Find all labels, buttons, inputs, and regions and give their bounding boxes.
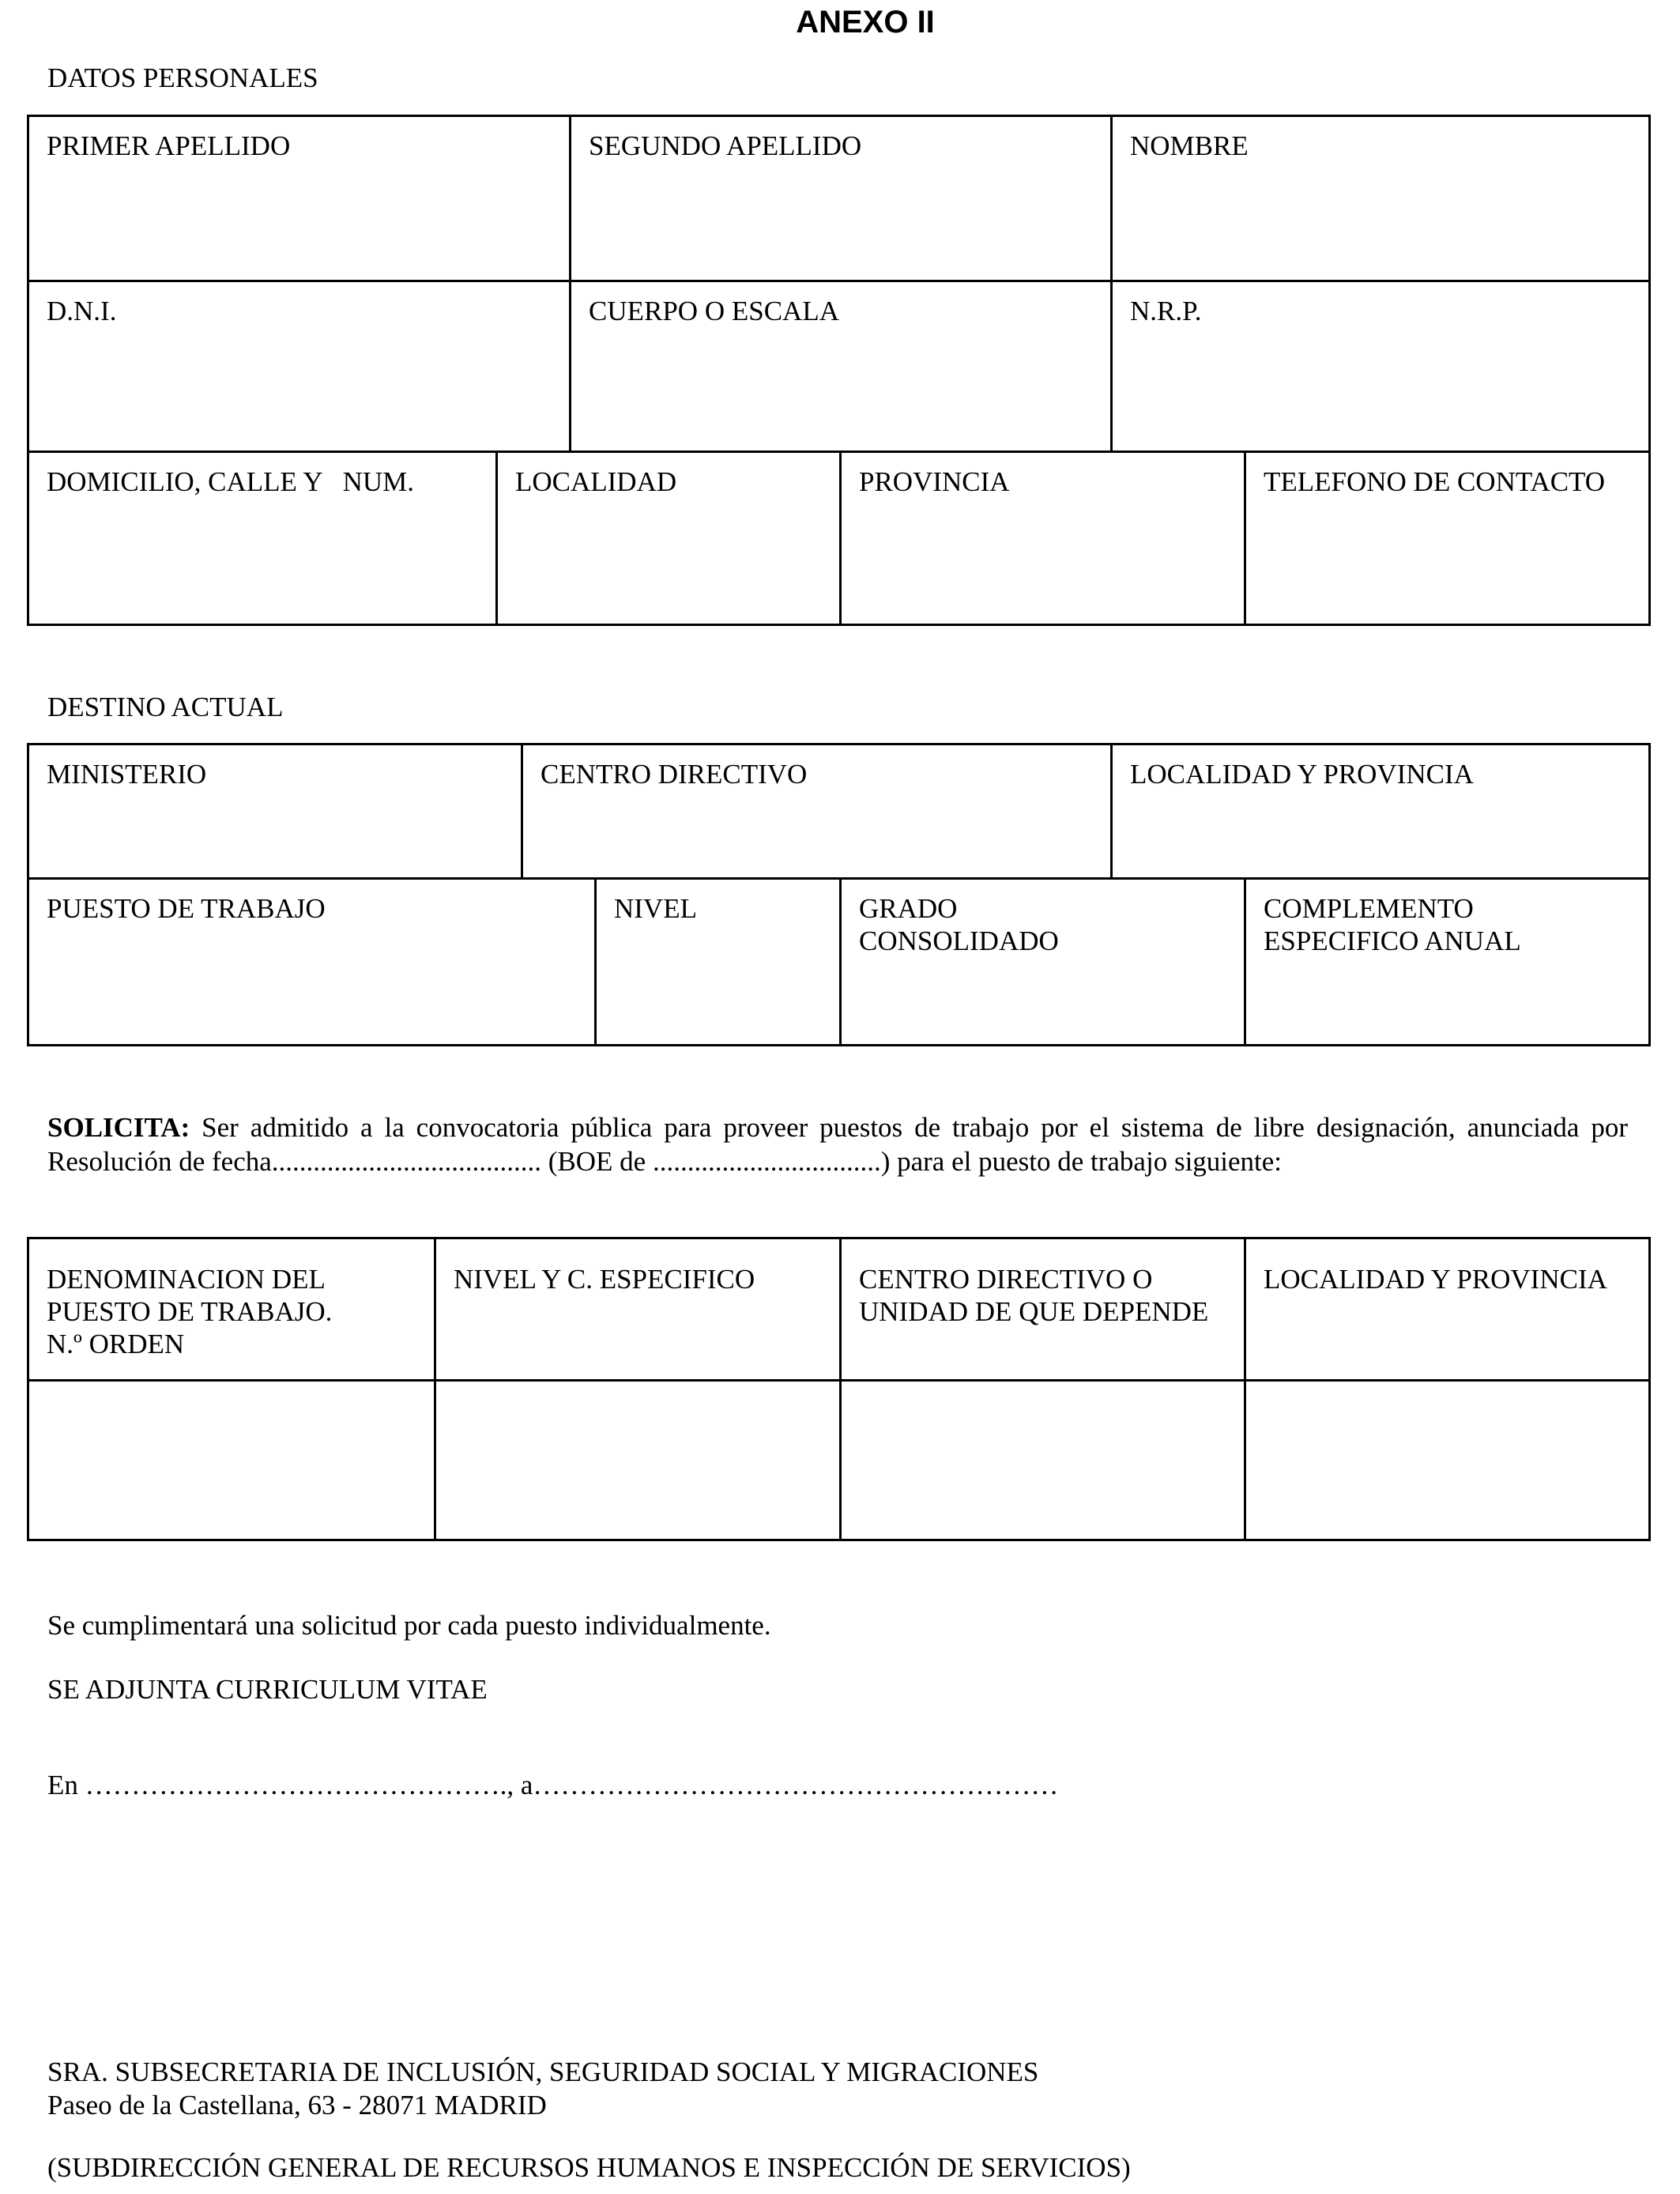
field-label: PROVINCIA <box>859 466 1010 497</box>
field-label: TELEFONO DE CONTACTO <box>1264 466 1606 497</box>
field-label-line: GRADO <box>859 893 958 924</box>
field-label: SEGUNDO APELLIDO <box>589 130 862 161</box>
field-localidad[interactable] <box>495 450 842 626</box>
field-label-line: DENOMINACION DEL <box>47 1264 326 1295</box>
input-centro-directivo[interactable] <box>839 1379 1246 1541</box>
field-label: NIVEL Y C. ESPECIFICO <box>454 1264 755 1295</box>
field-label: N.R.P. <box>1130 296 1202 326</box>
field-label: CENTRO DIRECTIVO <box>541 759 808 790</box>
recipient-line-1: SRA. SUBSECRETARIA DE INCLUSIÓN, SEGURIDAD SOCIAL Y MIGRACIONES <box>47 2056 1039 2087</box>
input-denominacion[interactable] <box>27 1379 436 1541</box>
field-primer-apellido[interactable] <box>27 115 571 282</box>
field-nombre[interactable] <box>1110 115 1651 282</box>
field-nrp[interactable] <box>1110 280 1651 453</box>
field-cuerpo-escala[interactable] <box>569 280 1113 453</box>
field-label <box>47 1263 332 1360</box>
header-denominacion <box>27 1237 436 1382</box>
field-label-line: CONSOLIDADO <box>859 925 1059 956</box>
field-complemento-especifico[interactable] <box>1244 877 1651 1046</box>
adjunta-text: SE ADJUNTA CURRICULUM VITAE <box>47 1674 488 1705</box>
field-label: DOMICILIO, CALLE Y NUM. <box>47 466 414 497</box>
solicita-text: Ser admitido a la convocatoria pública para proveer puestos de trabajo por el sistema de libre designación, anunciada por Resolución de fecha....................................... (BOE de .................................) para el puesto de trabajo siguiente: <box>47 1112 1628 1177</box>
field-nivel[interactable] <box>594 877 842 1046</box>
solicita-label: SOLICITA: <box>47 1112 190 1143</box>
input-localidad-provincia[interactable] <box>1244 1379 1651 1541</box>
field-centro-directivo[interactable] <box>521 743 1113 880</box>
page-title: ANEXO II <box>796 5 935 40</box>
header-nivel-especifico <box>434 1237 842 1382</box>
field-label: PUESTO DE TRABAJO <box>47 893 326 924</box>
field-label-line: ESPECIFICO ANUAL <box>1264 925 1521 956</box>
input-nivel-especifico[interactable] <box>434 1379 842 1541</box>
section-heading-destino: DESTINO ACTUAL <box>47 692 284 722</box>
field-label: LOCALIDAD <box>515 466 677 497</box>
recipient-department: (SUBDIRECCIÓN GENERAL DE RECURSOS HUMANOS E INSPECCIÓN DE SERVICIOS) <box>47 2152 1131 2183</box>
field-label <box>859 1263 1208 1328</box>
field-dni[interactable] <box>27 280 571 453</box>
field-provincia[interactable] <box>839 450 1246 626</box>
field-label: MINISTERIO <box>47 759 207 790</box>
field-label: CUERPO O ESCALA <box>589 296 839 326</box>
field-grado-consolidado[interactable] <box>839 877 1246 1046</box>
field-label: LOCALIDAD Y PROVINCIA <box>1264 1264 1607 1295</box>
recipient-address: Paseo de la Castellana, 63 - 28071 MADRID <box>47 2090 547 2120</box>
solicita-paragraph <box>47 1110 1628 1178</box>
field-label: LOCALIDAD Y PROVINCIA <box>1130 759 1474 790</box>
header-centro-directivo <box>839 1237 1246 1382</box>
header-localidad-provincia <box>1244 1237 1651 1382</box>
field-localidad-provincia[interactable] <box>1110 743 1651 880</box>
lugar-fecha-line[interactable]: En ………………………………………., a………………………………………………… <box>47 1770 1059 1800</box>
field-label: PRIMER APELLIDO <box>47 130 291 161</box>
field-label <box>859 892 1059 957</box>
section-heading-personal: DATOS PERSONALES <box>47 62 318 93</box>
field-telefono[interactable] <box>1244 450 1651 626</box>
field-ministerio[interactable] <box>27 743 523 880</box>
note-text: Se cumplimentará una solicitud por cada puesto individualmente. <box>47 1610 771 1641</box>
field-label-line: COMPLEMENTO <box>1264 893 1474 924</box>
field-label-line: PUESTO DE TRABAJO. <box>47 1296 333 1327</box>
field-segundo-apellido[interactable] <box>569 115 1113 282</box>
field-domicilio[interactable] <box>27 450 498 626</box>
field-label: NIVEL <box>614 893 697 924</box>
field-label-line: N.º ORDEN <box>47 1329 185 1359</box>
field-label: NOMBRE <box>1130 130 1249 161</box>
field-puesto-trabajo[interactable] <box>27 877 597 1046</box>
field-label-line: CENTRO DIRECTIVO O <box>859 1264 1153 1295</box>
field-label: D.N.I. <box>47 296 117 326</box>
field-label-line: UNIDAD DE QUE DEPENDE <box>859 1296 1209 1327</box>
field-label <box>1264 892 1521 957</box>
